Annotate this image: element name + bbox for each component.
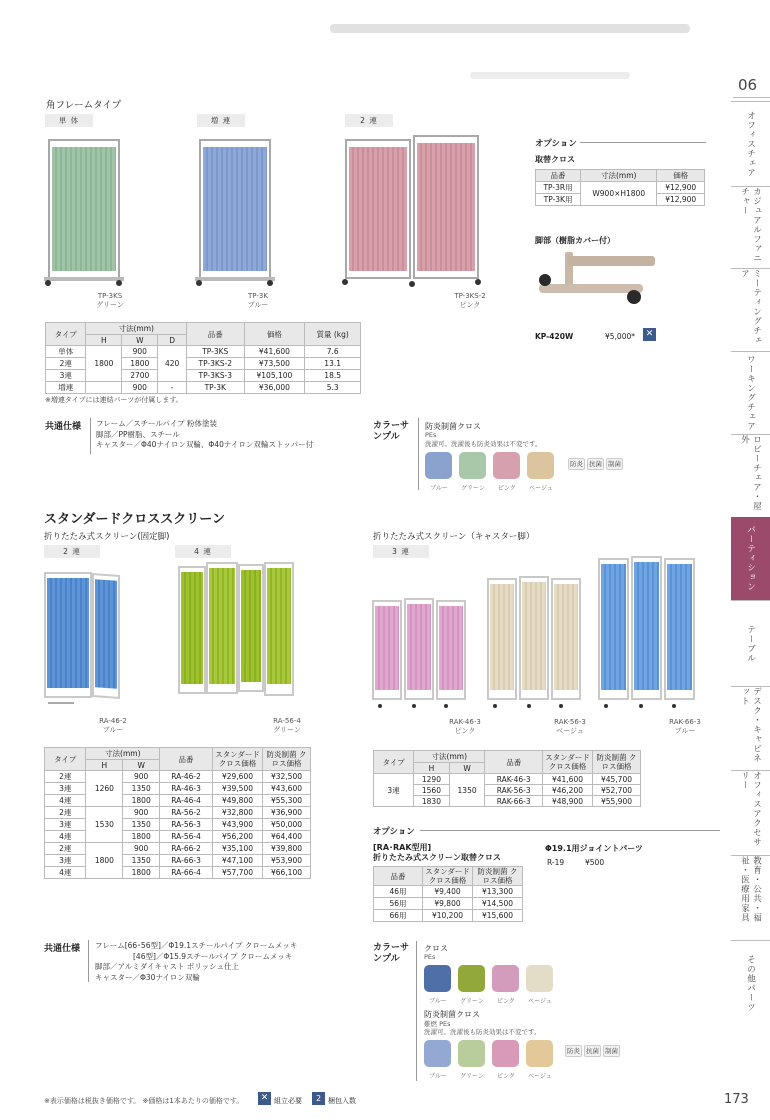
side-tab[interactable]: オフィスアクセサリー	[731, 770, 770, 855]
color-swatch-label: グリーン	[460, 998, 484, 1005]
th-type: タイプ	[46, 323, 86, 346]
caption-ra-46-2: RA-46-2 ブルー	[99, 717, 127, 734]
product-image-ra-56-4	[178, 562, 298, 710]
color-swatch	[492, 965, 519, 992]
color-swatch	[492, 1040, 519, 1067]
std-option-rule	[420, 830, 720, 831]
spec-divider	[88, 940, 89, 982]
caption-tp-3ks: TP-3KS グリーン	[96, 292, 124, 309]
pack-icon: 2	[312, 1092, 325, 1105]
chapter-number: 06	[738, 76, 758, 94]
assembly-icon: ✕	[258, 1092, 271, 1105]
joint-title: Φ19.1用ジョイントパーツ	[545, 844, 643, 853]
th-size: 寸法(mm)	[86, 323, 187, 335]
leg-price: ¥5,000*	[605, 332, 635, 341]
spec-divider	[90, 418, 91, 454]
leg-image	[537, 248, 655, 310]
product-image-ra-46-2	[44, 572, 122, 712]
table-row: 3連 1350 RA-46-3 ¥39,500 ¥43,600	[45, 783, 311, 795]
table-row: 単体 1800 900 420 TP-3KS ¥41,600 7.6	[46, 346, 361, 358]
color-swatch-label: ブルー	[429, 998, 447, 1005]
std-option-title: オプション	[373, 827, 415, 837]
table-row: 1830 RAK-66-3 ¥48,900 ¥55,900	[374, 796, 641, 807]
page-number: 173	[724, 1092, 749, 1107]
color-swatch	[425, 452, 452, 479]
footer-note: ※表示価格は税抜き価格です。 ※価格は1本あたりの価格です。	[44, 1097, 244, 1105]
color-swatch-label: ベージュ	[528, 1073, 552, 1080]
table-row: 46用 ¥9,400 ¥13,300	[374, 886, 523, 898]
color-swatch	[526, 965, 553, 992]
std-fire-note: 洗濯可。洗濯後も防炎効果は不変です。	[424, 1028, 541, 1036]
standard-spec-table: タイプ 寸法(mm) 品番 スタンダード クロス価格 防炎制菌 クロス価格 H W 2連 1260 900 RA-46-2 ¥29,600 ¥32,500 3連 1350 RA-46-3 ¥39,500 ¥43,600 4連 1800 RA-46-4 ¥49,800 ¥55,300 2連 1530 900 RA-56-2 ¥32,800 ¥36,900 3連 1350 RA-56-3 ¥43,900 ¥50,000 4連 1800 RA-56-4 ¥56,200 ¥64,400 2連 1800 900 RA-66-2 ¥35,100 ¥39,800 3連 1350 RA-66-3 ¥47,100 ¥53,900 4連 1800 RA-66-4 ¥57,700 ¥66,100	[44, 747, 311, 879]
square-title: 角フレームタイプ	[46, 100, 122, 111]
product-image-rak-56-3	[487, 576, 583, 710]
std-option-sub1: [RA･RAK型用]	[373, 843, 432, 852]
table-row: 56用 ¥9,800 ¥14,500	[374, 898, 523, 910]
table-row: 1560 RAK-56-3 ¥46,200 ¥52,700	[374, 785, 641, 796]
side-tab[interactable]: その他パーツ	[731, 940, 770, 1025]
square-color-label: カラーサンプル	[373, 421, 410, 442]
table-row: 2連 1530 900 RA-56-2 ¥32,800 ¥36,900	[45, 807, 311, 819]
std-cloth-title: クロス	[424, 944, 448, 953]
table-row: 3連 2700 TP-3KS-3 ¥105,100 18.5	[46, 370, 361, 382]
assembly-label: 組立必要	[274, 1097, 302, 1105]
assembly-icon: ✕	[643, 328, 656, 341]
product-image-tp-3k	[199, 139, 271, 289]
th-d: D	[158, 335, 187, 346]
std-fire-title: 防炎制菌クロス	[424, 1010, 480, 1019]
std-cloth-sub: PEs	[424, 953, 436, 961]
caster-spec-table: タイプ 寸法(mm) 品番 スタンダード クロス価格 防炎制菌 クロス価格 H W 3連 1290 1350 RAK-46-3 ¥41,600 ¥45,700 1560 RAK-56-3 ¥46,200 ¥52,700 1830 RAK-66-3 ¥48,900 ¥55,900	[373, 750, 641, 807]
chapter-divider	[733, 97, 770, 98]
tag-caster-3: 3 連	[373, 545, 429, 558]
caption-rak-46-3: RAK-46-3 ピンク	[449, 718, 481, 735]
side-tab[interactable]: パーティション	[731, 517, 770, 600]
color-swatch-label: ベージュ	[528, 998, 552, 1005]
product-image-rak-66-3	[598, 556, 696, 710]
tag-fixed-4: 4 連	[175, 545, 231, 558]
feature-badge: 抗菌	[586, 1047, 599, 1055]
product-image-tp-3ks-2	[345, 135, 485, 285]
tag-two: 2 連	[345, 114, 393, 127]
color-swatch	[459, 452, 486, 479]
caption-ra-56-4: RA-56-4 グリーン	[273, 717, 301, 734]
table-row: 増連 900 - TP-3K ¥36,000 5.3	[46, 382, 361, 394]
option-title: オプション	[535, 139, 577, 149]
color-swatch-label: ピンク	[498, 485, 516, 492]
caption-tp-3k: TP-3K ブルー	[247, 292, 269, 309]
side-tab[interactable]: 教育・公共・福祉・医療用家具	[731, 855, 770, 940]
tag-fixed-2: 2 連	[44, 545, 100, 558]
leg-code: KP-420W	[535, 332, 574, 341]
color-swatch	[424, 1040, 451, 1067]
th-price: 価格	[244, 323, 305, 346]
square-spec-label: 共通仕様	[45, 422, 82, 432]
table-row: TP-3K用 ¥12,900	[536, 194, 705, 206]
table-row: 4連 1800 RA-46-4 ¥49,800 ¥55,300	[45, 795, 311, 807]
pack-label: 梱包入数	[328, 1097, 356, 1105]
side-tab[interactable]: オフィスチェア	[731, 101, 770, 186]
table-row: TP-3R用 W900×H1800 ¥12,900	[536, 182, 705, 194]
table-row: 2連 1260 900 RA-46-2 ¥29,600 ¥32,500	[45, 771, 311, 783]
square-color-note: 洗濯可。洗濯後も防炎効果は不変です。	[425, 440, 542, 448]
standard-title: スタンダードクロススクリーン	[44, 512, 225, 527]
color-swatch-label: ブルー	[429, 1073, 447, 1080]
tag-single: 単 体	[45, 114, 93, 127]
th-code: 品番	[187, 323, 244, 346]
color-divider	[418, 418, 419, 490]
feature-badge: 防炎	[567, 1047, 580, 1055]
color-swatch	[526, 1040, 553, 1067]
cloth-title: 取替クロス	[535, 155, 575, 164]
square-color-sub: PEs	[425, 431, 437, 439]
color-swatch	[458, 1040, 485, 1067]
side-tab[interactable]: ミーティングチェア	[731, 268, 770, 351]
std-option-table: 品番 スタンダード クロス価格 防炎制菌 クロス価格 46用 ¥9,400 ¥13,300 56用 ¥9,800 ¥14,500 66用 ¥10,200 ¥15,600	[373, 866, 523, 922]
side-tab[interactable]: カジュアルファニチャー	[731, 186, 770, 268]
color-swatch	[493, 452, 520, 479]
table-row: 66用 ¥10,200 ¥15,600	[374, 910, 523, 922]
color-swatch-label: ピンク	[497, 998, 515, 1005]
th-weight: 質量 (kg)	[305, 323, 361, 346]
table-row: 3連 1350 RA-56-3 ¥43,900 ¥50,000	[45, 819, 311, 831]
side-tab[interactable]: ワーキングチェア	[731, 351, 770, 434]
color-swatch	[458, 965, 485, 992]
square-color-title: 防炎制菌クロス	[425, 422, 481, 431]
std-color-label: カラーサンプル	[373, 943, 410, 964]
table-row: 3連 1290 1350 RAK-46-3 ¥41,600 ¥45,700	[374, 774, 641, 785]
color-swatch-label: グリーン	[460, 1073, 484, 1080]
side-tab[interactable]: デスク・キャビネット	[731, 686, 770, 770]
square-spec-table	[45, 322, 361, 394]
option-cloth-table: 品番 寸法(mm) 価格 TP-3R用 W900×H1800 ¥12,900 TP-3K用 ¥12,900	[535, 169, 705, 206]
feature-badge: 制菌	[608, 460, 621, 468]
table-row: 4連 1800 RA-66-4 ¥57,700 ¥66,100	[45, 867, 311, 879]
std-option-sub2: 折りたたみ式スクリーン取替クロス	[373, 853, 501, 862]
tag-add: 増 連	[197, 114, 245, 127]
th-h: H	[86, 335, 122, 346]
table-row: 2連 1800 900 RA-66-2 ¥35,100 ¥39,800	[45, 843, 311, 855]
product-image-rak-46-3	[372, 598, 468, 710]
caption-rak-56-3: RAK-56-3 ベージュ	[554, 718, 586, 735]
fixed-sub: 折りたたみ式スクリーン(固定脚)	[44, 532, 170, 542]
std-spec-label: 共通仕様	[44, 944, 81, 954]
std-fire-sub: 難燃 PEs	[424, 1020, 451, 1028]
joint-code: R-19	[547, 858, 565, 867]
square-spec-lines: フレーム／スチールパイプ 粉体塗装 脚部／PP樹脂、スチール キャスター／Φ40ナイロン双輪、Φ40ナイロン双輪ストッパー付	[96, 419, 314, 449]
table-row: 4連 1800 RA-56-4 ¥56,200 ¥64,400	[45, 831, 311, 843]
color-swatch-label: ベージュ	[529, 485, 553, 492]
table-row: 2連 1800 TP-3KS-2 ¥73,500 13.1	[46, 358, 361, 370]
caption-tp-3ks-2: TP-3KS-2 ピンク	[454, 292, 486, 309]
color-divider	[416, 941, 417, 1081]
side-tab[interactable]: ロビーチェア・屋外	[731, 434, 770, 517]
feature-badge: 防炎	[570, 460, 583, 468]
color-swatch-label: ピンク	[497, 1073, 515, 1080]
option-rule	[580, 142, 706, 143]
caption-rak-66-3: RAK-66-3 ブルー	[669, 718, 701, 735]
square-note: ※増連タイプには連結パーツが付属します。	[45, 396, 183, 404]
joint-price: ¥500	[585, 858, 605, 867]
header-band-secondary	[470, 72, 630, 79]
feature-badge: 制菌	[605, 1047, 618, 1055]
side-tab[interactable]: テーブル	[731, 600, 770, 686]
th-w: W	[122, 335, 158, 346]
color-swatch	[424, 965, 451, 992]
color-swatch	[527, 452, 554, 479]
std-spec-lines: フレーム[66･56型]／Φ19.1スチールパイプ クロームメッキ [46型]／Φ15.9スチールパイプ クロームメッキ 脚部／アルミダイキャスト ポリッシュ仕上 キャスター／Φ30ナイロン双輪	[95, 941, 298, 982]
color-swatch-label: ブルー	[430, 485, 448, 492]
table-row: 3連 1350 RA-66-3 ¥47,100 ¥53,900	[45, 855, 311, 867]
leg-title: 脚部（樹脂カバー付）	[535, 236, 615, 245]
product-image-tp-3ks	[48, 139, 120, 289]
feature-badge: 抗菌	[589, 460, 602, 468]
header-band	[330, 24, 690, 33]
color-swatch-label: グリーン	[461, 485, 485, 492]
caster-sub: 折りたたみ式スクリーン（キャスター脚）	[373, 532, 535, 542]
